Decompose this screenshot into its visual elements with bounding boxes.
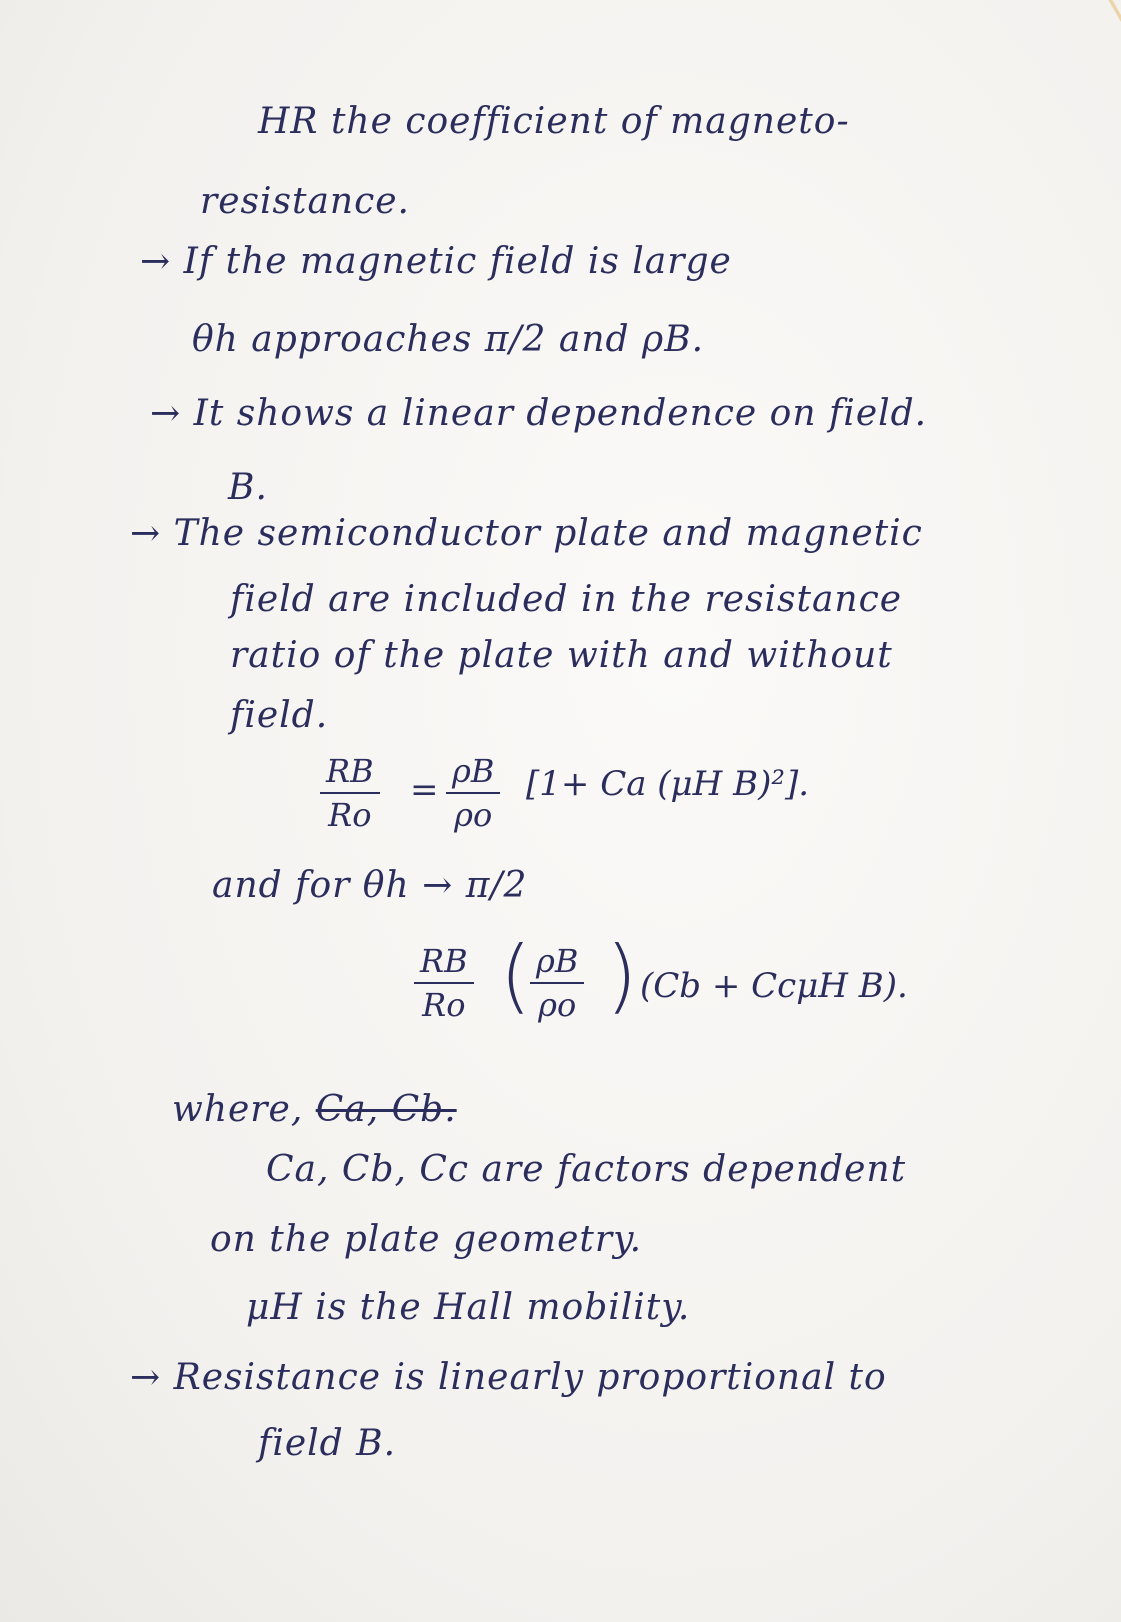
line-field: field. — [230, 695, 329, 736]
line-field-included: field are included in the resistance — [230, 579, 903, 620]
line-approaches: θh approaches π/2 and ρB. — [192, 319, 705, 360]
eq2-rhs-fraction — [530, 942, 584, 1024]
eq2-lhs-numerator: RB — [414, 942, 474, 984]
eq2-lhs-fraction — [414, 942, 474, 1024]
eq1-tail: [1+ Ca (μH B)²]. — [526, 764, 810, 804]
eq1-rhs-denominator: ρo — [454, 796, 493, 834]
eq2-rhs-numerator: ρB — [530, 942, 584, 984]
line-ratio: ratio of the plate with and without — [230, 635, 893, 676]
eq2-lhs-denominator: Ro — [422, 986, 466, 1024]
eq1-lhs-fraction — [320, 752, 380, 834]
line-hall-mobility: μH is the Hall mobility. — [246, 1287, 691, 1328]
eq2-rhs-denominator: ρo — [538, 986, 577, 1024]
line-coefficient: HR the coefficient of magneto- — [258, 101, 850, 142]
line-semiconductor-plate: → The semiconductor plate and magnetic — [130, 513, 923, 554]
line-linear-dependence: → It shows a linear dependence on field. — [150, 393, 928, 434]
line-and-for: and for θh → π/2 — [212, 865, 528, 906]
eq1-lhs-denominator: Ro — [328, 796, 372, 834]
where-struck-text: Ca, Cb. — [315, 1089, 457, 1130]
line-plate-geometry: on the plate geometry. — [210, 1219, 643, 1260]
page-corner-mark — [1068, 0, 1121, 30]
line-b: B. — [228, 467, 268, 508]
eq1-lhs-numerator: RB — [320, 752, 380, 794]
line-field-b: field B. — [258, 1423, 397, 1464]
eq1-rhs-numerator: ρB — [446, 752, 500, 794]
line-resistance: resistance. — [200, 181, 411, 222]
eq2-close-paren: ) — [606, 929, 638, 1022]
line-large-field: → If the magnetic field is large — [140, 241, 732, 282]
eq2-open-paren: ( — [500, 929, 532, 1022]
line-factors: Ca, Cb, Cc are factors dependent — [266, 1149, 907, 1190]
eq2-tail: (Cb + CcμH B). — [640, 966, 908, 1006]
eq1-rhs-fraction — [446, 752, 500, 834]
where-label — [172, 1088, 457, 1132]
eq1-equals: = — [410, 770, 439, 810]
where-word: where, — [172, 1089, 304, 1130]
line-proportional: → Resistance is linearly proportional to — [130, 1357, 887, 1398]
